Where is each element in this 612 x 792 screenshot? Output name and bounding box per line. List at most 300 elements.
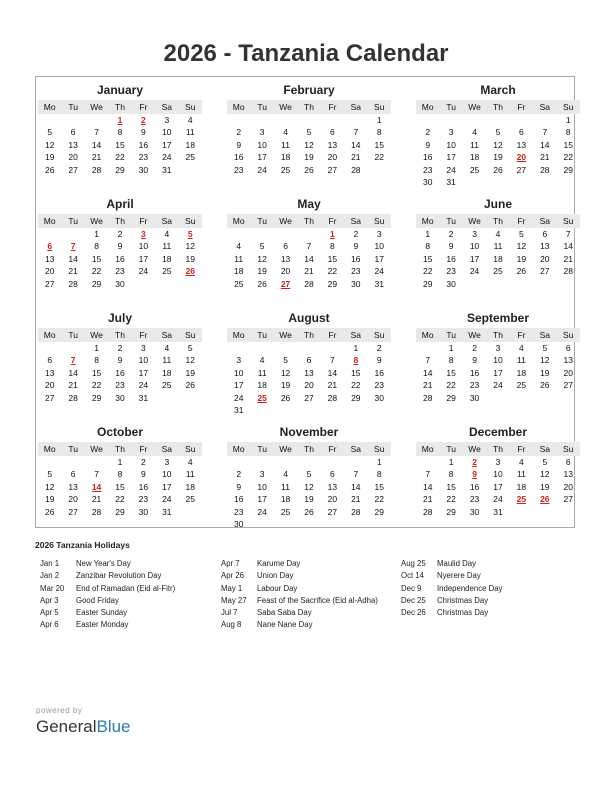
weekday-label: Tu (257, 102, 267, 112)
weekday-label: Fr (139, 216, 148, 226)
day-cell: 5 (306, 127, 312, 138)
day-cell: 8 (117, 127, 123, 138)
day-cell: 6 (70, 469, 76, 480)
day-cell (179, 392, 202, 404)
day-cell: 30 (469, 506, 480, 517)
month-block (227, 197, 391, 290)
day-cell: 3 (448, 127, 454, 138)
day-cell: 16 (115, 253, 125, 264)
week-row (227, 379, 391, 391)
weekday-label: Sa (350, 444, 362, 454)
day-cell (132, 278, 155, 290)
weekday-label: We (468, 216, 481, 226)
week-row (38, 392, 202, 404)
day-cell: 21 (563, 253, 573, 264)
day-cell: 26 (185, 380, 195, 391)
day-cell: 6 (47, 355, 53, 366)
holiday-date: Jan 1 (40, 559, 60, 568)
weekday-header (38, 328, 202, 342)
day-cell (274, 456, 297, 468)
day-cell: 22 (446, 494, 456, 505)
day-cell: 15 (91, 253, 102, 264)
day-cell: 10 (162, 127, 172, 138)
holiday-date: Apr 6 (40, 620, 59, 630)
day-cell: 25 (280, 164, 291, 175)
holiday-name: Karume Day (257, 559, 301, 568)
day-cell: 25 (469, 164, 480, 175)
day-cell: 6 (519, 127, 524, 138)
day-cell: 21 (327, 380, 338, 391)
day-cell: 15 (563, 139, 573, 150)
day-cell: 8 (94, 241, 99, 252)
weekday-label: Th (493, 102, 503, 112)
day-cell: 28 (422, 506, 433, 517)
week-row (416, 367, 580, 379)
day-cell: 11 (516, 355, 526, 366)
weekday-label: Tu (68, 330, 78, 340)
day-cell: 20 (540, 253, 550, 264)
day-cell: 10 (138, 355, 149, 366)
day-cell: 15 (422, 253, 433, 264)
week-row (38, 506, 202, 518)
day-cell (344, 114, 367, 126)
week-row (227, 151, 391, 163)
holiday-name: Feast of the Sacrifice (Eid al-Adha) (257, 595, 378, 605)
day-cell: 5 (47, 469, 53, 480)
day-cell (344, 456, 367, 468)
day-cell: 1 (94, 343, 99, 353)
day-cell: 5 (495, 127, 501, 138)
day-cell: 21 (422, 494, 433, 505)
week-row (227, 278, 391, 290)
day-cell: 9 (236, 139, 242, 150)
day-cell (274, 342, 297, 354)
day-cell: 19 (44, 152, 55, 163)
weekday-label: Tu (68, 102, 78, 112)
day-cell: 12 (540, 355, 550, 366)
day-cell (61, 342, 84, 354)
month-block (38, 311, 202, 404)
day-cell: 28 (91, 164, 102, 175)
day-cell: 27 (516, 164, 527, 175)
holiday-item (401, 595, 502, 607)
day-cell: 3 (164, 457, 170, 467)
holiday-name: Independence Day (437, 583, 503, 593)
day-cell: 27 (327, 164, 338, 175)
day-cell: 10 (162, 469, 172, 480)
day-cell: 11 (185, 127, 195, 138)
day-cell: 28 (563, 266, 573, 277)
weekday-label: Th (115, 330, 125, 340)
week-row (38, 456, 202, 468)
holiday-column (401, 558, 502, 619)
day-cell: 23 (115, 266, 125, 277)
day-cell: 7 (542, 127, 548, 138)
day-cell: 23 (138, 152, 149, 163)
day-cell: 28 (304, 278, 314, 289)
day-cell (416, 456, 439, 468)
day-cell (533, 114, 556, 126)
day-cell: 29 (327, 278, 338, 289)
day-cell: 13 (540, 241, 550, 252)
weekday-label: Tu (257, 216, 267, 226)
day-cell: 9 (141, 469, 146, 480)
day-cell: 26 (304, 506, 314, 517)
week-row (227, 468, 391, 480)
holiday-day-cell: 7 (70, 241, 76, 252)
weekday-header (227, 214, 391, 228)
day-cell: 6 (542, 229, 548, 239)
day-cell: 14 (422, 481, 433, 492)
day-cell: 29 (374, 506, 384, 517)
day-cell: 6 (306, 355, 312, 366)
day-cell: 13 (44, 367, 55, 378)
day-cell: 1 (94, 229, 99, 239)
month-block (227, 311, 391, 416)
day-cell: 17 (493, 481, 503, 492)
weekday-label: Su (563, 330, 574, 340)
day-cell: 4 (259, 355, 265, 366)
day-cell: 22 (563, 152, 573, 163)
day-cell: 16 (422, 152, 433, 163)
day-cell: 25 (280, 506, 291, 517)
day-cell: 31 (374, 278, 384, 289)
day-cell: 14 (68, 253, 78, 264)
day-cell: 2 (353, 229, 359, 239)
day-cell: 16 (233, 494, 244, 505)
day-cell: 7 (94, 469, 99, 480)
day-cell (179, 164, 202, 176)
day-cell: 10 (446, 139, 456, 150)
month-name: January (96, 83, 144, 97)
day-cell (321, 518, 344, 530)
week-row (227, 139, 391, 151)
day-cell: 11 (281, 481, 290, 492)
week-row (416, 253, 580, 265)
holiday-day-cell: 20 (516, 152, 527, 163)
week-row (38, 468, 202, 480)
day-cell: 22 (446, 380, 456, 391)
day-cell: 20 (327, 494, 338, 505)
day-cell (416, 342, 439, 354)
day-cell: 25 (233, 278, 244, 289)
day-cell: 15 (446, 481, 456, 492)
day-cell (486, 278, 509, 290)
week-row (38, 278, 202, 290)
day-cell: 20 (563, 367, 573, 378)
day-cell: 12 (540, 469, 550, 480)
holiday-day-cell: 1 (117, 115, 123, 125)
day-cell (297, 342, 320, 354)
week-row (416, 392, 580, 404)
weekday-label: Su (185, 216, 196, 226)
day-cell: 12 (185, 355, 195, 366)
day-cell: 25 (162, 266, 172, 277)
day-cell: 18 (233, 266, 244, 277)
day-cell: 19 (540, 481, 550, 492)
day-cell: 1 (448, 343, 454, 353)
day-cell: 29 (91, 278, 102, 289)
day-cell: 26 (257, 278, 267, 289)
day-cell: 5 (283, 355, 288, 366)
day-cell: 11 (234, 253, 244, 264)
day-cell: 4 (519, 343, 524, 353)
day-cell: 30 (469, 392, 480, 403)
day-cell (344, 518, 367, 530)
week-row (38, 240, 202, 252)
holiday-day-cell: 26 (185, 266, 195, 277)
weekday-label: Su (374, 444, 385, 454)
day-cell (297, 228, 320, 240)
weekday-header (416, 328, 580, 342)
weekday-label: Mo (43, 216, 56, 226)
month-block (38, 425, 202, 518)
day-cell: 7 (353, 469, 359, 480)
day-cell (344, 404, 367, 416)
day-cell: 14 (540, 139, 550, 150)
day-cell: 13 (280, 253, 291, 264)
weekday-label: Fr (328, 216, 337, 226)
day-cell: 2 (472, 343, 477, 353)
holiday-name: Easter Sunday (76, 608, 128, 618)
week-row (416, 493, 580, 505)
day-cell: 10 (138, 241, 149, 252)
day-cell: 25 (185, 494, 195, 505)
week-row (416, 114, 580, 126)
day-cell: 18 (516, 367, 527, 378)
day-cell: 15 (115, 481, 125, 492)
day-cell: 17 (162, 139, 172, 150)
day-cell: 30 (374, 392, 384, 403)
weekday-label: Fr (328, 444, 337, 454)
day-cell: 14 (91, 139, 102, 150)
day-cell: 23 (469, 380, 480, 391)
weekday-label: Th (115, 444, 125, 454)
day-cell: 30 (233, 518, 244, 529)
holiday-day-cell: 8 (353, 355, 359, 366)
day-cell: 13 (44, 253, 55, 264)
day-cell: 20 (44, 380, 55, 391)
weekday-label: Mo (421, 444, 434, 454)
weekday-label: Th (493, 444, 503, 454)
day-cell: 13 (327, 139, 338, 150)
week-row (416, 342, 580, 354)
day-cell (250, 518, 273, 530)
brand-logo (36, 717, 131, 737)
day-cell: 14 (68, 367, 78, 378)
day-cell: 10 (469, 241, 480, 252)
day-cell: 5 (47, 127, 53, 138)
day-cell (463, 114, 486, 126)
day-cell: 10 (233, 367, 244, 378)
week-row (227, 265, 391, 277)
weekday-label: Su (563, 216, 574, 226)
day-cell: 24 (257, 164, 267, 175)
day-cell: 7 (425, 355, 431, 366)
day-cell: 24 (162, 152, 172, 163)
day-cell: 8 (376, 127, 382, 138)
day-cell: 6 (565, 343, 571, 353)
holiday-item (221, 619, 378, 631)
weekday-label: Tu (446, 330, 456, 340)
day-cell: 31 (162, 506, 172, 517)
holiday-date: May 27 (221, 595, 247, 605)
holiday-name: New Year's Day (76, 559, 131, 568)
holidays-title: 2026 Tanzania Holidays (35, 540, 130, 550)
day-cell: 3 (259, 127, 265, 138)
day-cell: 10 (493, 355, 503, 366)
day-cell: 18 (257, 380, 267, 391)
day-cell: 18 (493, 253, 503, 264)
week-row (416, 506, 580, 518)
month-name: June (483, 197, 512, 211)
day-cell: 13 (68, 481, 78, 492)
holiday-date: Dec 9 (401, 583, 422, 593)
month-name: May (297, 197, 321, 211)
day-cell: 8 (425, 241, 431, 252)
day-cell: 24 (469, 266, 480, 277)
holiday-day-cell: 1 (330, 229, 335, 239)
day-cell: 17 (374, 253, 384, 264)
week-row (227, 404, 391, 416)
week-row (38, 342, 202, 354)
weekday-label: Su (374, 102, 385, 112)
weekday-header (38, 214, 202, 228)
holiday-name: Good Friday (76, 595, 119, 605)
day-cell: 3 (376, 229, 382, 239)
weekday-label: Sa (350, 216, 362, 226)
day-cell: 13 (516, 139, 527, 150)
day-cell (297, 114, 320, 126)
day-cell (61, 228, 84, 240)
weekday-label: We (90, 216, 103, 226)
day-cell: 6 (70, 127, 76, 138)
day-cell: 17 (162, 481, 172, 492)
weekday-label: We (468, 330, 481, 340)
weekday-label: Fr (517, 102, 526, 112)
page-title: 2026 - Tanzania Calendar (163, 40, 449, 67)
holiday-item (221, 583, 378, 595)
holiday-day-cell: 25 (257, 392, 267, 403)
day-cell: 18 (280, 152, 291, 163)
holiday-day-cell: 25 (516, 494, 527, 505)
day-cell: 29 (115, 164, 125, 175)
day-cell: 25 (493, 266, 503, 277)
day-cell: 23 (233, 164, 244, 175)
day-cell: 21 (68, 380, 78, 391)
week-row (38, 228, 202, 240)
holiday-date: Dec 26 (401, 608, 426, 618)
day-cell: 24 (493, 380, 503, 391)
day-cell: 23 (233, 506, 244, 517)
week-row (416, 126, 580, 138)
day-cell: 20 (563, 481, 573, 492)
weekday-label: Th (115, 216, 125, 226)
day-cell: 22 (115, 494, 125, 505)
holiday-name: Easter Monday (76, 620, 129, 630)
holiday-date: Jul 7 (221, 608, 238, 618)
holiday-name: Christmas Day (437, 595, 489, 605)
day-cell: 27 (540, 266, 550, 277)
weekday-label: Su (374, 216, 385, 226)
day-cell: 7 (353, 127, 359, 138)
weekday-label: We (90, 330, 103, 340)
month-name: November (279, 425, 339, 439)
day-cell (321, 342, 344, 354)
day-cell: 2 (117, 229, 123, 239)
day-cell: 6 (283, 241, 288, 252)
weekday-header (38, 100, 202, 114)
day-cell: 1 (565, 115, 571, 125)
day-cell: 7 (565, 229, 571, 239)
day-cell: 12 (44, 139, 55, 150)
day-cell: 26 (493, 164, 503, 175)
holiday-item (401, 607, 502, 619)
holiday-day-cell: 6 (47, 241, 53, 252)
month-name: December (468, 425, 528, 439)
day-cell (38, 342, 61, 354)
day-cell: 5 (306, 469, 312, 480)
holiday-day-cell: 3 (141, 229, 146, 239)
weekday-label: Tu (257, 444, 267, 454)
day-cell: 8 (117, 469, 123, 480)
month-name: October (96, 425, 143, 439)
weekday-label: Su (563, 102, 574, 112)
weekday-label: Mo (421, 330, 434, 340)
weekday-label: Fr (328, 330, 337, 340)
day-cell: 20 (304, 380, 314, 391)
day-cell (274, 404, 297, 416)
weekday-label: We (90, 102, 103, 112)
week-row (227, 481, 391, 493)
day-cell: 13 (563, 469, 573, 480)
day-cell: 22 (91, 266, 102, 277)
day-cell: 28 (422, 392, 433, 403)
day-cell: 4 (236, 241, 242, 252)
day-cell: 27 (44, 392, 55, 403)
week-row (227, 456, 391, 468)
day-cell: 6 (565, 457, 571, 467)
holiday-item (40, 595, 175, 607)
day-cell: 7 (425, 469, 431, 480)
day-cell: 30 (115, 392, 125, 403)
weekday-header (38, 442, 202, 456)
day-cell (179, 278, 202, 290)
day-cell: 22 (91, 380, 102, 391)
holiday-date: Aug 25 (401, 559, 426, 568)
day-cell: 13 (68, 139, 78, 150)
day-cell: 21 (91, 152, 102, 163)
week-row (416, 240, 580, 252)
holiday-day-cell: 7 (70, 355, 76, 366)
weekday-label: Mo (43, 444, 56, 454)
day-cell: 23 (138, 494, 149, 505)
day-cell: 4 (519, 457, 524, 467)
weekday-label: Th (304, 330, 314, 340)
week-row (416, 164, 580, 176)
holiday-name: Nane Nane Day (257, 620, 313, 630)
day-cell: 28 (351, 164, 361, 175)
day-cell: 29 (115, 506, 125, 517)
day-cell: 17 (233, 380, 244, 391)
day-cell: 12 (304, 139, 314, 150)
day-cell: 27 (68, 506, 78, 517)
day-cell: 3 (472, 229, 477, 239)
week-row (227, 493, 391, 505)
day-cell: 22 (374, 152, 384, 163)
week-row (416, 456, 580, 468)
month-block (416, 311, 580, 404)
